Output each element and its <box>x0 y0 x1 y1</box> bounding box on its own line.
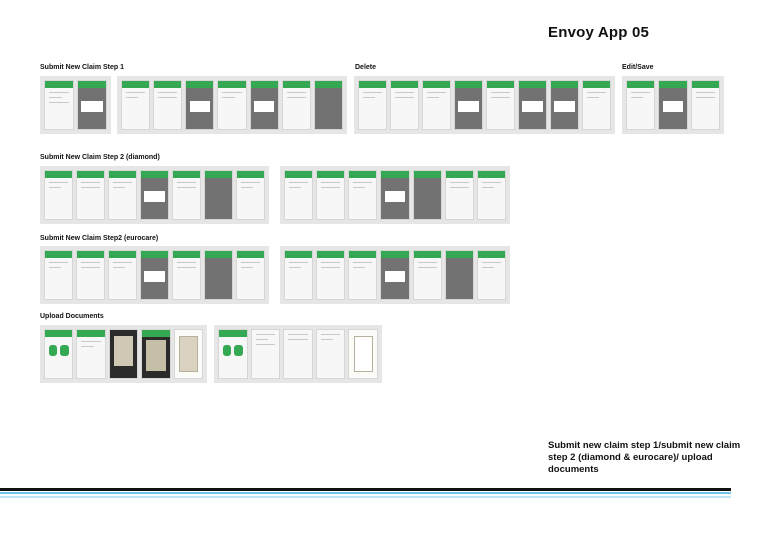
screen-thumbnail[interactable] <box>422 80 451 130</box>
screen-thumbnail[interactable] <box>582 80 611 130</box>
screen-thumbnail[interactable] <box>445 170 474 220</box>
screen-thumbnail[interactable] <box>316 329 346 379</box>
screen-thumbnail[interactable] <box>454 80 483 130</box>
section-label-submit-step1: Submit New Claim Step 1 <box>40 64 125 71</box>
screen-thumbnail[interactable] <box>218 329 248 379</box>
page-title: Envoy App 05 <box>548 24 650 41</box>
document-icon[interactable] <box>60 345 68 356</box>
screen-thumbnail[interactable] <box>282 80 311 130</box>
screen-thumbnail[interactable] <box>477 250 506 300</box>
screen-thumbnail[interactable] <box>314 80 343 130</box>
section-label-upload-documents: Upload Documents <box>40 313 104 320</box>
camera-icon[interactable] <box>49 345 57 356</box>
screen-group-edit-save <box>622 76 724 134</box>
screen-thumbnail[interactable] <box>358 80 387 130</box>
screen-thumbnail[interactable] <box>348 329 378 379</box>
screen-thumbnail[interactable] <box>141 329 170 379</box>
screen-thumbnail[interactable] <box>236 170 265 220</box>
screen-thumbnail[interactable] <box>691 80 720 130</box>
section-label-edit-save: Edit/Save <box>622 64 654 71</box>
screen-thumbnail[interactable] <box>44 170 73 220</box>
screen-thumbnail[interactable] <box>413 170 442 220</box>
screen-thumbnail[interactable] <box>108 170 137 220</box>
screen-thumbnail[interactable] <box>380 250 409 300</box>
section-label-submit-step2-diamond: Submit New Claim Step 2 (diamond) <box>40 154 160 161</box>
screen-thumbnail[interactable] <box>518 80 547 130</box>
screen-thumbnail[interactable] <box>251 329 281 379</box>
screen-thumbnail[interactable] <box>477 170 506 220</box>
screen-thumbnail[interactable] <box>204 170 233 220</box>
document-icon[interactable] <box>234 345 242 356</box>
screen-thumbnail[interactable] <box>76 250 105 300</box>
screen-thumbnail[interactable] <box>76 170 105 220</box>
screen-group-step2-eurocare-b <box>280 246 510 304</box>
screen-thumbnail[interactable] <box>486 80 515 130</box>
footer-description: Submit new claim step 1/submit new claim step 2 (diamond & eurocare)/ upload documents <box>548 440 741 475</box>
screen-thumbnail[interactable] <box>185 80 214 130</box>
screen-thumbnail[interactable] <box>390 80 419 130</box>
screen-thumbnail[interactable] <box>284 250 313 300</box>
screen-group-upload-b <box>214 325 382 383</box>
screen-group-delete <box>354 76 615 134</box>
screen-group-step2-diamond-b <box>280 166 510 224</box>
screen-group-step2-diamond-a <box>40 166 269 224</box>
screen-thumbnail[interactable] <box>140 250 169 300</box>
screen-thumbnail[interactable] <box>153 80 182 130</box>
screen-thumbnail[interactable] <box>316 170 345 220</box>
screen-thumbnail[interactable] <box>283 329 313 379</box>
screen-thumbnail[interactable] <box>348 170 377 220</box>
screen-thumbnail[interactable] <box>172 250 201 300</box>
screen-thumbnail[interactable] <box>658 80 687 130</box>
screen-thumbnail[interactable] <box>44 80 74 130</box>
screen-group-upload-a <box>40 325 207 383</box>
screen-thumbnail[interactable] <box>44 250 73 300</box>
screen-thumbnail[interactable] <box>380 170 409 220</box>
screen-thumbnail[interactable] <box>108 250 137 300</box>
screen-thumbnail[interactable] <box>121 80 150 130</box>
screen-thumbnail[interactable] <box>348 250 377 300</box>
screen-group-step2-eurocare-a <box>40 246 269 304</box>
footer-stripe-light <box>0 496 731 498</box>
screen-group-submit-step1-b <box>117 76 347 134</box>
screen-thumbnail[interactable] <box>174 329 203 379</box>
footer-stripe-blue <box>0 492 731 494</box>
camera-icon[interactable] <box>223 345 231 356</box>
screen-thumbnail[interactable] <box>250 80 279 130</box>
footer-stripe-black <box>0 488 731 491</box>
screen-thumbnail[interactable] <box>316 250 345 300</box>
screen-thumbnail[interactable] <box>284 170 313 220</box>
screen-group-submit-step1-a <box>40 76 111 134</box>
section-label-submit-step2-eurocare: Submit New Claim Step2 (eurocare) <box>40 235 159 242</box>
screen-thumbnail[interactable] <box>44 329 73 379</box>
screen-thumbnail[interactable] <box>172 170 201 220</box>
screen-thumbnail[interactable] <box>76 329 105 379</box>
screen-thumbnail[interactable] <box>109 329 138 379</box>
screen-thumbnail[interactable] <box>413 250 442 300</box>
screen-thumbnail[interactable] <box>204 250 233 300</box>
screen-thumbnail[interactable] <box>550 80 579 130</box>
screen-thumbnail[interactable] <box>236 250 265 300</box>
screen-thumbnail[interactable] <box>77 80 107 130</box>
screen-thumbnail[interactable] <box>626 80 655 130</box>
screen-thumbnail[interactable] <box>140 170 169 220</box>
section-label-delete: Delete <box>355 64 377 71</box>
screen-thumbnail[interactable] <box>217 80 246 130</box>
screen-thumbnail[interactable] <box>445 250 474 300</box>
